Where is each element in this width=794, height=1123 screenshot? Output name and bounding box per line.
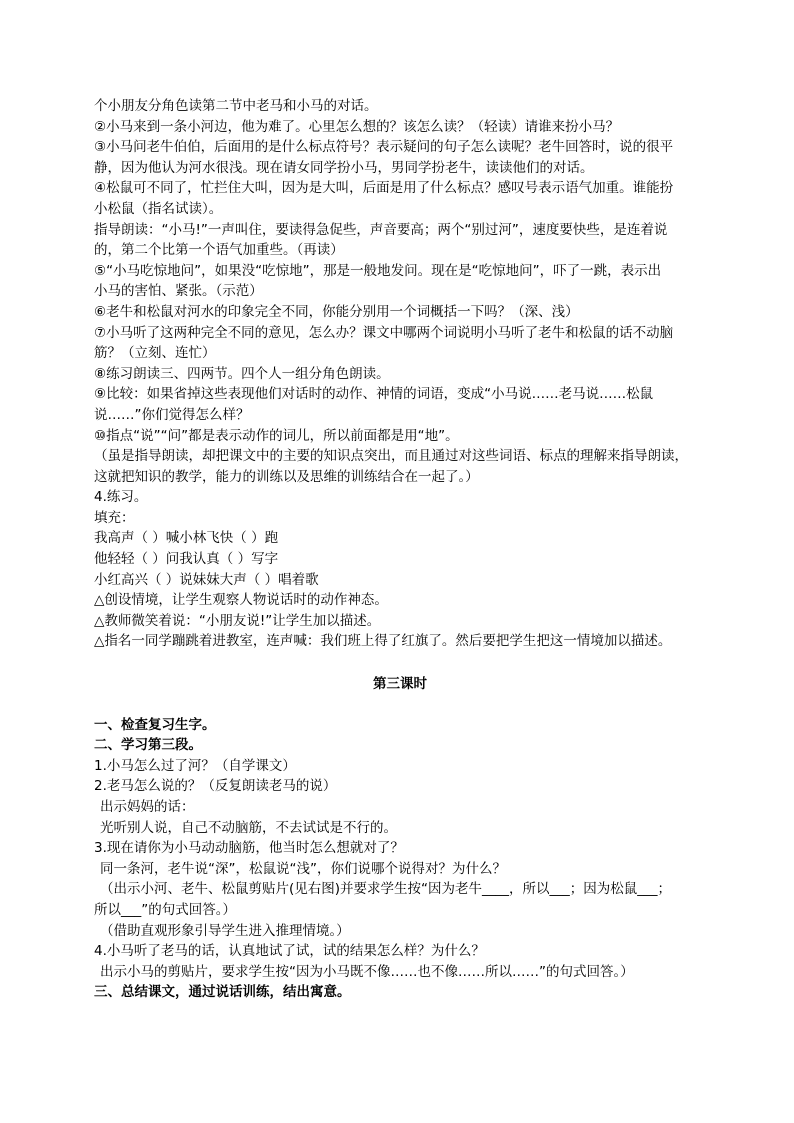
text-line: ⑩指点“说”“问”都是表示动作的词儿，所以前面都是用“地”。	[94, 427, 459, 444]
text-line: 1.小马怎么过了河？（自学课文）	[94, 757, 296, 774]
text-line: ⑥老牛和松鼠对河水的印象完全不同，你能分别用一个词概括一下吗？（深、浅）	[94, 303, 579, 320]
heading: 二、学习第三段。	[94, 737, 202, 754]
text-line: 个小朋友分角色读第二节中老马和小马的对话。	[94, 98, 378, 114]
text-line: 光听别人说，自己不动脑筋，不去试试是不行的。	[100, 819, 397, 836]
text-line: 小红高兴（ ）说妹妹大声（ ）唱着歌	[94, 571, 319, 588]
text-line: 我高声（ ）喊小林飞快（ ）跑	[94, 530, 279, 547]
text-line: 4.练习。	[94, 489, 148, 506]
section-gap	[94, 652, 706, 674]
text-line: 小松鼠（指名试读）。	[94, 200, 223, 217]
text-line: 同一条河，老牛说“深”，松鼠说“浅”，你们说哪个说得对？为什么？	[100, 860, 506, 877]
text-line: 4.小马听了老马的话，认真地试了试，试的结果怎么样？为什么？	[94, 943, 485, 960]
text-line: （借助直观形象引导学生进入推理情境。）	[100, 922, 350, 939]
text-line: 出示小马的剪贴片，要求学生按“因为小马既不像……也不像……所以……”的句式回答。）	[100, 963, 634, 980]
text-line: ⑤“小马吃惊地问”，如果没“吃惊地”，那是一般地发问。现在是“吃惊地问”，吓了一跳，表示出	[94, 262, 662, 279]
text-line: 这就把知识的教学，能力的训练以及思维的训练结合在一起了。）	[94, 468, 479, 485]
text-line: ②小马来到一条小河边，他为难了。心里怎么想的？该怎么读？（轻读）请谁来扮小马？	[94, 118, 620, 135]
text-line: △教师微笑着说：“小朋友说!”让学生加以描述。	[94, 612, 381, 629]
heading: 一、检查复习生字。	[94, 716, 216, 733]
text-line: 小马的害怕、紧张。（示范）	[94, 283, 263, 300]
text-line: ⑨比较：如果省掉这些表现他们对话时的动作、神情的词语，变成“小马说……老马说……松鼠	[94, 386, 654, 403]
heading: 三、总结课文，通过说话训练，结出寓意。	[94, 984, 351, 1001]
text-line: 3.现在请你为小马动动脑筋，他当时怎么想就对了？	[94, 840, 404, 857]
document-page	[94, 96, 706, 1003]
text-line: 填充：	[94, 509, 135, 526]
text-line: 说……”你们觉得怎么样？	[94, 406, 250, 423]
text-line: 出示妈妈的话：	[100, 799, 195, 815]
text-line: 筋？（立刻、连忙）	[94, 345, 216, 362]
text-line: 2.老马怎么说的？（反复朗读老马的说）	[94, 778, 337, 795]
text-line: ③小马问老牛伯伯，后面用的是什么标点符号？表示疑问的句子怎么读呢？老牛回答时，说的很平	[94, 139, 674, 156]
text-line: 他轻轻（ ）问我认真（ ）写字	[94, 551, 279, 568]
text-line: 静，因为他认为河水很浅。现在请女同学扮小马，男同学扮老牛，读读他们的对话。	[94, 159, 594, 176]
text-line: 指导朗读：“小马!”一声叫住，要读得急促些，声音要高；两个“别过河”，速度要快些，是连着说	[94, 221, 668, 238]
text-line: ④松鼠可不同了，忙拦住大叫，因为是大叫，后面是用了什么标点？感叹号表示语气加重。谁能扮	[94, 180, 674, 197]
section-gap	[94, 695, 706, 715]
text-line: ⑦小马听了这两种完全不同的意见，怎么办？课文中哪两个词说明小马听了老牛和松鼠的话不动脑	[94, 324, 674, 341]
text-line: △指名一同学蹦跳着进教室，连声喊：我们班上得了红旗了。然后要把学生把这一情境加以描述。	[94, 633, 672, 650]
text-line: （出示小河、老牛、松鼠剪贴片(见右图)并要求学生按“因为老牛____，所以___；因为松鼠___；	[100, 881, 672, 898]
text-line: ⑧练习朗读三、四两节。四个人一组分角色朗读。	[94, 365, 390, 382]
text-line: 的，第二个比第一个语气加重些。（再读）	[94, 242, 344, 259]
text-line: （虽是指导朗读，却把课文中的主要的知识点突出，而且通过对这些词语、标点的理解来指导朗读，	[94, 448, 688, 465]
section-title: 第三课时	[373, 676, 427, 693]
text-line: 所以___”的句式回答。）	[94, 901, 236, 918]
text-line: △创设情境，让学生观察人物说话时的动作神态。	[94, 592, 388, 609]
